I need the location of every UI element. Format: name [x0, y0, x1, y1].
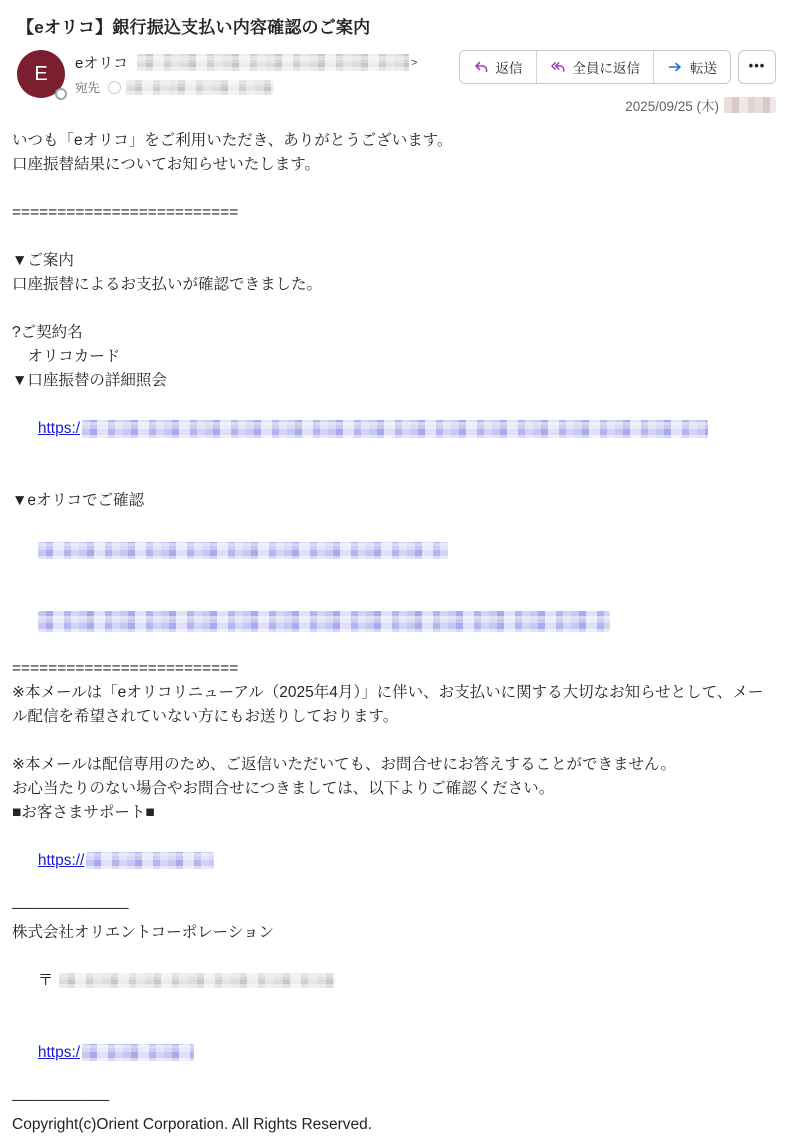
detail-link-line [12, 393, 776, 465]
toolbar-buttons [459, 50, 777, 84]
support-link-line [12, 825, 776, 897]
greeting-line-1: いつも「eオリコ」をご利用いただき、ありがとうございます。 [12, 132, 453, 149]
support-heading: ■お客さまサポート■ [12, 804, 155, 821]
notice-contact: お心当たりのない場合やお問合せにつきましては、以下よりご確認ください。 [12, 780, 555, 797]
sender-block [75, 50, 417, 96]
detail-heading: ▼口座振替の詳細照会 [12, 372, 167, 389]
blank-line [12, 177, 776, 201]
notice-renewal: ※本メールは「eオリコリニューアル（2025年4月）」に伴い、お支払いに関する大切なお知らせとして、メール配信を希望されていない方にもお送りしております。 [12, 684, 764, 725]
company-url-redacted[interactable] [82, 1044, 194, 1061]
presence-indicator-icon [55, 88, 67, 100]
received-time-redacted [724, 97, 776, 113]
forward-button-label: 転送 [690, 61, 717, 76]
recipient-line [75, 78, 417, 96]
signature-divider: ──────────── [12, 900, 128, 917]
more-actions-icon: ••• [748, 57, 766, 73]
mail-subject: 【eオリコ】銀行振込支払い内容確認のご案内 [17, 18, 371, 37]
confirm-url-redacted-2[interactable] [38, 611, 610, 632]
blank-line [12, 225, 776, 249]
sender-line [75, 52, 417, 73]
reply-all-button[interactable] [536, 51, 654, 83]
copyright-line: Copyright(c)Orient Corporation. All Rights Reserved. [12, 1116, 373, 1133]
company-address-line [12, 945, 776, 1017]
signature-divider: ────────── [12, 1092, 109, 1109]
separator-line: ========================= [12, 660, 239, 677]
sender-avatar-initial: E [34, 62, 48, 85]
sender-avatar[interactable] [17, 50, 65, 98]
to-label: 宛先 [75, 81, 101, 95]
postal-mark: 〒 [37, 972, 54, 989]
mail-header [17, 50, 776, 115]
detail-link-prefix[interactable]: https:/ [37, 420, 81, 437]
blank-line [12, 297, 776, 321]
contract-value: オリコカード [12, 348, 121, 365]
reply-button-group [459, 50, 732, 84]
confirm-heading: ▼eオリコでご確認 [12, 492, 145, 509]
mail-body [12, 129, 776, 1137]
contract-label: ?ご契約名 [12, 324, 83, 341]
company-address-redacted [59, 973, 335, 988]
blank-line [12, 729, 776, 753]
company-link-prefix[interactable]: https:/ [37, 1044, 81, 1061]
notice-no-reply: ※本メールは配信専用のため、ご返信いただいても、お問合せにお答えすることができません。 [12, 756, 676, 773]
more-actions-button[interactable] [738, 50, 776, 84]
confirm-link-line-1 [12, 513, 776, 585]
toolbar-area [459, 50, 777, 115]
sender-name[interactable]: eオリコ [75, 55, 129, 72]
confirm-link-line-2 [12, 585, 776, 657]
recipient-avatar-icon [108, 81, 121, 94]
reply-button-label: 返信 [495, 61, 523, 76]
blank-line [12, 465, 776, 489]
reply-icon [473, 59, 489, 75]
forward-icon [667, 59, 683, 75]
reply-all-button-label: 全員に返信 [572, 61, 640, 76]
support-url-redacted[interactable] [86, 852, 214, 869]
received-date-line [625, 95, 776, 115]
greeting-line-2: 口座振替結果についてお知らせいたします。 [12, 156, 320, 173]
reply-all-icon [550, 59, 566, 75]
sender-email-angle-bracket: > [411, 56, 418, 69]
company-name: 株式会社オリエントコーポレーション [12, 924, 274, 941]
recipient-redacted[interactable] [126, 80, 274, 95]
sender-email-redacted [137, 54, 409, 71]
reply-button[interactable] [460, 51, 536, 83]
guide-heading: ▼ご案内 [12, 252, 74, 269]
confirm-url-redacted-1[interactable] [38, 542, 448, 559]
separator-line: ========================= [12, 204, 239, 221]
forward-button[interactable] [653, 51, 730, 83]
support-link-prefix[interactable]: https:// [37, 852, 85, 869]
received-date: 2025/09/25 (木) [625, 99, 719, 114]
company-link-line [12, 1017, 776, 1089]
guide-text: 口座振替によるお支払いが確認できました。 [12, 276, 323, 293]
detail-url-redacted[interactable] [82, 420, 708, 438]
